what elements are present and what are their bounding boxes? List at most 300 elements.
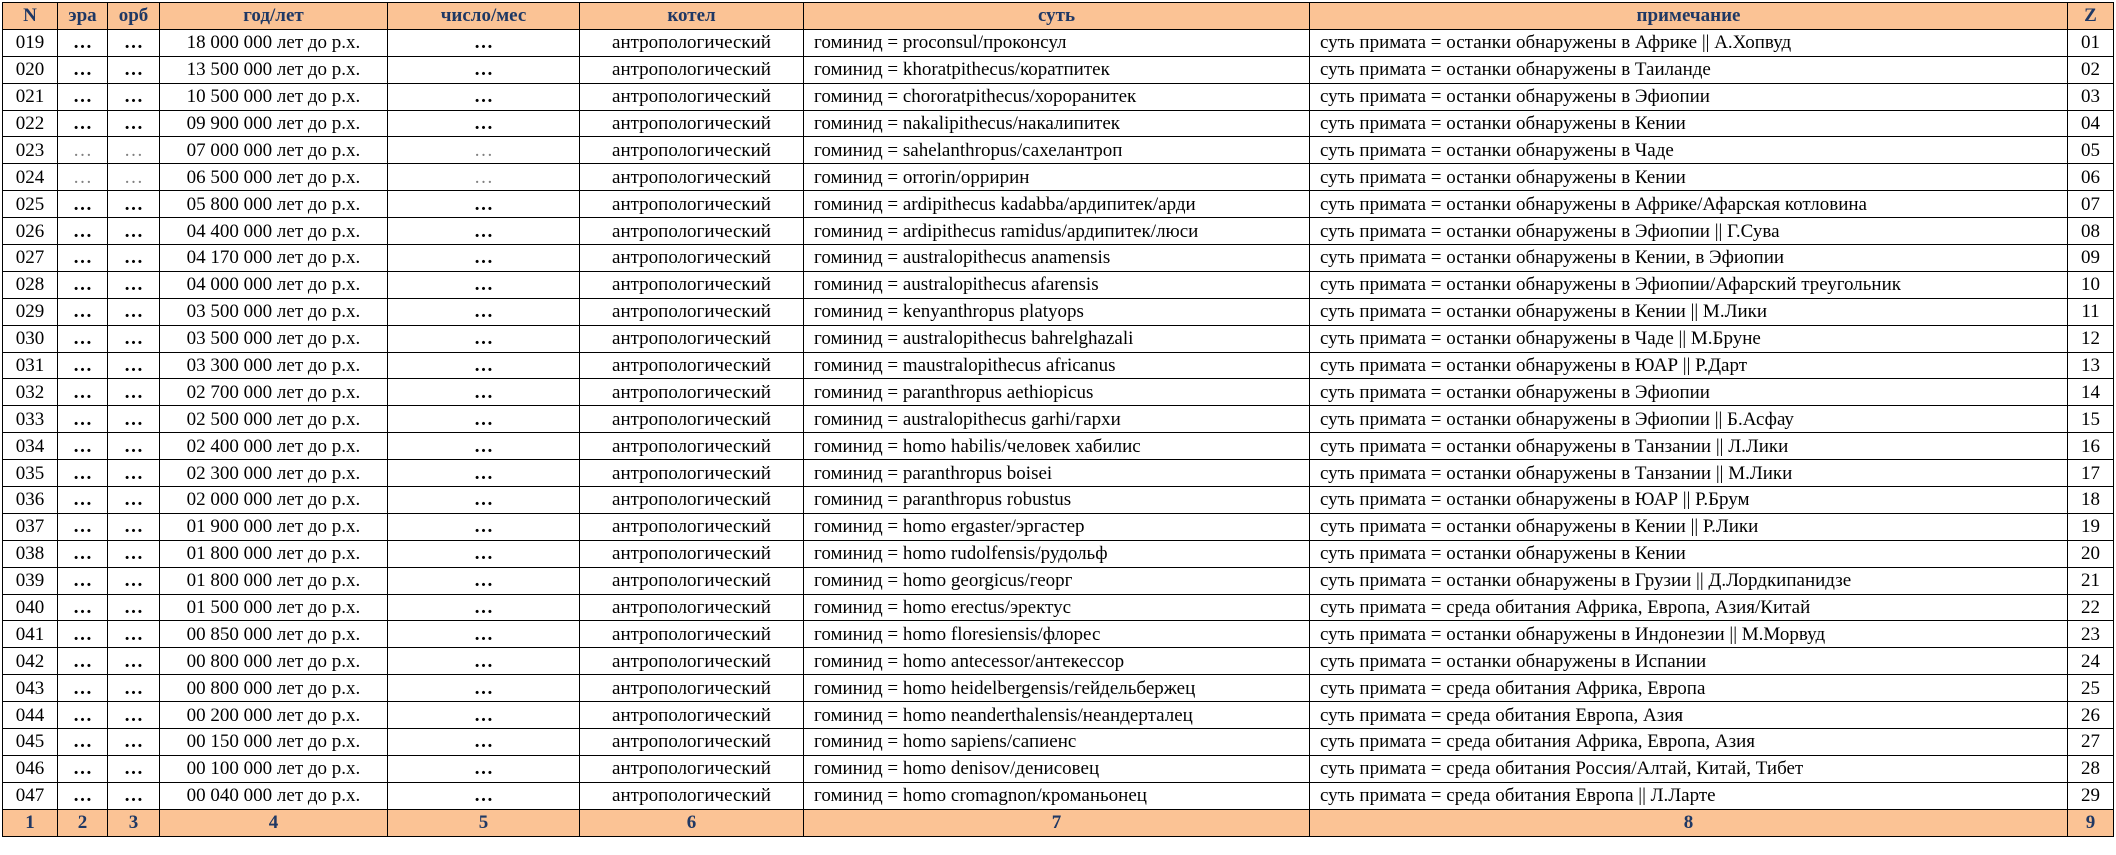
cell-sut: гоминид = homo rudolfensis/рудольф	[804, 540, 1310, 567]
cell-note: суть примата = останки обнаружены в Эфиопии || Г.Сува	[1310, 218, 2068, 245]
cell-note: суть примата = среда обитания Африка, Европа, Азия/Китай	[1310, 594, 2068, 621]
cell-orb: …	[108, 325, 160, 352]
cell-n: 025	[3, 191, 58, 218]
cell-year: 00 800 000 лет до р.х.	[160, 675, 388, 702]
cell-date: …	[388, 729, 580, 756]
cell-year: 03 300 000 лет до р.х.	[160, 352, 388, 379]
cell-orb: …	[108, 487, 160, 514]
cell-sut: гоминид = ardipithecus kadabba/ардипитек/арди	[804, 191, 1310, 218]
cell-note: суть примата = останки обнаружены в ЮАР || Р.Дарт	[1310, 352, 2068, 379]
table-row	[3, 218, 2114, 245]
cell-kotel: антропологический	[580, 433, 804, 460]
cell-z: 25	[2068, 675, 2114, 702]
cell-kotel: антропологический	[580, 137, 804, 164]
cell-orb: …	[108, 379, 160, 406]
cell-date: …	[388, 675, 580, 702]
cell-kotel: антропологический	[580, 782, 804, 809]
table-row	[3, 298, 2114, 325]
cell-sut: гоминид = australopithecus bahrelghazali	[804, 325, 1310, 352]
header-era: эра	[58, 3, 108, 30]
cell-z: 09	[2068, 245, 2114, 272]
cell-era: …	[58, 460, 108, 487]
cell-sut: гоминид = orrorin/орририн	[804, 164, 1310, 191]
cell-kotel: антропологический	[580, 298, 804, 325]
table-row	[3, 594, 2114, 621]
cell-sut: гоминид = khoratpithecus/коратпитек	[804, 56, 1310, 83]
cell-date: …	[388, 29, 580, 56]
cell-n: 027	[3, 245, 58, 272]
cell-date: …	[388, 218, 580, 245]
cell-sut: гоминид = paranthropus robustus	[804, 487, 1310, 514]
cell-sut: гоминид = homo erectus/эректус	[804, 594, 1310, 621]
cell-date: …	[388, 406, 580, 433]
cell-n: 019	[3, 29, 58, 56]
cell-n: 037	[3, 513, 58, 540]
cell-date: …	[388, 83, 580, 110]
cell-sut: гоминид = proconsul/проконсул	[804, 29, 1310, 56]
cell-year: 01 500 000 лет до р.х.	[160, 594, 388, 621]
cell-n: 036	[3, 487, 58, 514]
cell-kotel: антропологический	[580, 218, 804, 245]
cell-orb: …	[108, 191, 160, 218]
cell-kotel: антропологический	[580, 621, 804, 648]
cell-date: …	[388, 460, 580, 487]
header-orb: орб	[108, 3, 160, 30]
cell-sut: гоминид = australopithecus garhi/гархи	[804, 406, 1310, 433]
cell-sut: гоминид = paranthropus boisei	[804, 460, 1310, 487]
cell-sut: гоминид = sahelanthropus/сахелантроп	[804, 137, 1310, 164]
cell-note: суть примата = останки обнаружены в Кении || М.Лики	[1310, 298, 2068, 325]
cell-n: 044	[3, 702, 58, 729]
cell-z: 04	[2068, 110, 2114, 137]
cell-era: …	[58, 513, 108, 540]
cell-year: 06 500 000 лет до р.х.	[160, 164, 388, 191]
footer-row	[3, 809, 2114, 836]
cell-era: …	[58, 137, 108, 164]
cell-n: 046	[3, 755, 58, 782]
cell-orb: …	[108, 433, 160, 460]
cell-orb: …	[108, 648, 160, 675]
table-row	[3, 460, 2114, 487]
table-row	[3, 648, 2114, 675]
cell-date: …	[388, 379, 580, 406]
cell-note: суть примата = останки обнаружены в Танзании || Л.Лики	[1310, 433, 2068, 460]
cell-n: 021	[3, 83, 58, 110]
cell-sut: гоминид = australopithecus afarensis	[804, 271, 1310, 298]
cell-sut: гоминид = nakalipithecus/накалипитек	[804, 110, 1310, 137]
cell-orb: …	[108, 675, 160, 702]
cell-kotel: антропологический	[580, 56, 804, 83]
cell-sut: гоминид = homo denisov/денисовец	[804, 755, 1310, 782]
table-row	[3, 487, 2114, 514]
cell-era: …	[58, 352, 108, 379]
cell-orb: …	[108, 298, 160, 325]
cell-date: …	[388, 621, 580, 648]
cell-era: …	[58, 298, 108, 325]
cell-era: …	[58, 406, 108, 433]
cell-orb: …	[108, 137, 160, 164]
cell-era: …	[58, 567, 108, 594]
cell-orb: …	[108, 271, 160, 298]
cell-sut: гоминид = homo habilis/человек хабилис	[804, 433, 1310, 460]
cell-orb: …	[108, 245, 160, 272]
table-row	[3, 110, 2114, 137]
cell-date: …	[388, 567, 580, 594]
cell-note: суть примата = останки обнаружены в Эфиопии/Афарский треугольник	[1310, 271, 2068, 298]
cell-year: 02 700 000 лет до р.х.	[160, 379, 388, 406]
cell-year: 03 500 000 лет до р.х.	[160, 325, 388, 352]
cell-sut: гоминид = homo heidelbergensis/гейдельбержец	[804, 675, 1310, 702]
header-date: число/мес	[388, 3, 580, 30]
cell-orb: …	[108, 164, 160, 191]
cell-note: суть примата = останки обнаружены в Кении, в Эфиопии	[1310, 245, 2068, 272]
table-row	[3, 540, 2114, 567]
header-sut: суть	[804, 3, 1310, 30]
cell-note: суть примата = среда обитания Европа, Азия	[1310, 702, 2068, 729]
cell-kotel: антропологический	[580, 245, 804, 272]
footer-1: 1	[3, 809, 58, 836]
cell-z: 16	[2068, 433, 2114, 460]
cell-orb: …	[108, 513, 160, 540]
table-row	[3, 271, 2114, 298]
cell-z: 02	[2068, 56, 2114, 83]
table-row	[3, 702, 2114, 729]
cell-era: …	[58, 271, 108, 298]
cell-sut: гоминид = kenyanthropus platyops	[804, 298, 1310, 325]
cell-year: 05 800 000 лет до р.х.	[160, 191, 388, 218]
cell-kotel: антропологический	[580, 460, 804, 487]
cell-kotel: антропологический	[580, 594, 804, 621]
table-row	[3, 379, 2114, 406]
cell-era: …	[58, 702, 108, 729]
cell-note: суть примата = среда обитания Россия/Алтай, Китай, Тибет	[1310, 755, 2068, 782]
cell-kotel: антропологический	[580, 271, 804, 298]
cell-note: суть примата = останки обнаружены в Кении	[1310, 164, 2068, 191]
cell-orb: …	[108, 782, 160, 809]
cell-sut: гоминид = homo cromagnon/кроманьонец	[804, 782, 1310, 809]
cell-sut: гоминид = homo neanderthalensis/неандерталец	[804, 702, 1310, 729]
cell-year: 00 800 000 лет до р.х.	[160, 648, 388, 675]
cell-z: 14	[2068, 379, 2114, 406]
footer-4: 4	[160, 809, 388, 836]
cell-z: 11	[2068, 298, 2114, 325]
cell-orb: …	[108, 621, 160, 648]
cell-z: 29	[2068, 782, 2114, 809]
cell-n: 038	[3, 540, 58, 567]
cell-kotel: антропологический	[580, 164, 804, 191]
table-row	[3, 29, 2114, 56]
cell-z: 12	[2068, 325, 2114, 352]
cell-n: 024	[3, 164, 58, 191]
cell-note: суть примата = останки обнаружены в Испании	[1310, 648, 2068, 675]
cell-year: 00 040 000 лет до р.х.	[160, 782, 388, 809]
cell-kotel: антропологический	[580, 110, 804, 137]
cell-n: 034	[3, 433, 58, 460]
footer-9: 9	[2068, 809, 2114, 836]
cell-orb: …	[108, 56, 160, 83]
cell-z: 21	[2068, 567, 2114, 594]
cell-n: 033	[3, 406, 58, 433]
cell-date: …	[388, 755, 580, 782]
cell-note: суть примата = останки обнаружены в Кении || Р.Лики	[1310, 513, 2068, 540]
cell-n: 039	[3, 567, 58, 594]
header-n: N	[3, 3, 58, 30]
cell-era: …	[58, 782, 108, 809]
table-row	[3, 621, 2114, 648]
cell-orb: …	[108, 406, 160, 433]
cell-date: …	[388, 137, 580, 164]
cell-date: …	[388, 56, 580, 83]
table-body	[3, 29, 2114, 809]
cell-date: …	[388, 513, 580, 540]
table-row	[3, 782, 2114, 809]
cell-date: …	[388, 487, 580, 514]
cell-sut: гоминид = maustralopithecus africanus	[804, 352, 1310, 379]
cell-sut: гоминид = homo antecessor/антекессор	[804, 648, 1310, 675]
cell-n: 028	[3, 271, 58, 298]
cell-n: 047	[3, 782, 58, 809]
header-row	[3, 3, 2114, 30]
cell-kotel: антропологический	[580, 352, 804, 379]
table-row	[3, 406, 2114, 433]
cell-year: 03 500 000 лет до р.х.	[160, 298, 388, 325]
cell-kotel: антропологический	[580, 379, 804, 406]
cell-orb: …	[108, 567, 160, 594]
cell-sut: гоминид = paranthropus aethiopicus	[804, 379, 1310, 406]
cell-era: …	[58, 218, 108, 245]
cell-era: …	[58, 245, 108, 272]
cell-z: 06	[2068, 164, 2114, 191]
cell-n: 023	[3, 137, 58, 164]
footer-2: 2	[58, 809, 108, 836]
cell-z: 26	[2068, 702, 2114, 729]
cell-era: …	[58, 755, 108, 782]
cell-orb: …	[108, 460, 160, 487]
cell-year: 04 170 000 лет до р.х.	[160, 245, 388, 272]
cell-kotel: антропологический	[580, 29, 804, 56]
cell-sut: гоминид = homo sapiens/сапиенс	[804, 729, 1310, 756]
header-year: год/лет	[160, 3, 388, 30]
cell-note: суть примата = останки обнаружены в Чаде || М.Бруне	[1310, 325, 2068, 352]
cell-sut: гоминид = chororatpithecus/хороранитек	[804, 83, 1310, 110]
cell-note: суть примата = останки обнаружены в Африке || А.Хопвуд	[1310, 29, 2068, 56]
header-kotel: котел	[580, 3, 804, 30]
cell-z: 15	[2068, 406, 2114, 433]
footer-3: 3	[108, 809, 160, 836]
cell-note: суть примата = останки обнаружены в Индонезии || М.Морвуд	[1310, 621, 2068, 648]
cell-kotel: антропологический	[580, 755, 804, 782]
cell-orb: …	[108, 218, 160, 245]
cell-year: 13 500 000 лет до р.х.	[160, 56, 388, 83]
cell-sut: гоминид = homo ergaster/эргастер	[804, 513, 1310, 540]
cell-date: …	[388, 110, 580, 137]
cell-era: …	[58, 621, 108, 648]
cell-kotel: антропологический	[580, 729, 804, 756]
cell-year: 04 000 000 лет до р.х.	[160, 271, 388, 298]
cell-z: 01	[2068, 29, 2114, 56]
cell-year: 02 500 000 лет до р.х.	[160, 406, 388, 433]
cell-kotel: антропологический	[580, 191, 804, 218]
cell-date: …	[388, 594, 580, 621]
table-row	[3, 325, 2114, 352]
table-row	[3, 513, 2114, 540]
cell-z: 22	[2068, 594, 2114, 621]
cell-date: …	[388, 298, 580, 325]
cell-orb: …	[108, 755, 160, 782]
cell-date: …	[388, 352, 580, 379]
cell-date: …	[388, 164, 580, 191]
cell-z: 07	[2068, 191, 2114, 218]
cell-z: 03	[2068, 83, 2114, 110]
cell-year: 04 400 000 лет до р.х.	[160, 218, 388, 245]
cell-year: 10 500 000 лет до р.х.	[160, 83, 388, 110]
header-z: Z	[2068, 3, 2114, 30]
cell-year: 18 000 000 лет до р.х.	[160, 29, 388, 56]
cell-year: 09 900 000 лет до р.х.	[160, 110, 388, 137]
cell-note: суть примата = среда обитания Африка, Европа, Азия	[1310, 729, 2068, 756]
cell-era: …	[58, 540, 108, 567]
table-row	[3, 729, 2114, 756]
cell-date: …	[388, 540, 580, 567]
table-row	[3, 164, 2114, 191]
cell-date: …	[388, 782, 580, 809]
cell-date: …	[388, 702, 580, 729]
cell-sut: гоминид = homo georgicus/георг	[804, 567, 1310, 594]
cell-n: 032	[3, 379, 58, 406]
cell-kotel: антропологический	[580, 702, 804, 729]
table-row	[3, 567, 2114, 594]
cell-year: 01 800 000 лет до р.х.	[160, 567, 388, 594]
cell-era: …	[58, 29, 108, 56]
cell-sut: гоминид = homo floresiensis/флорес	[804, 621, 1310, 648]
cell-n: 042	[3, 648, 58, 675]
cell-z: 24	[2068, 648, 2114, 675]
cell-year: 00 200 000 лет до р.х.	[160, 702, 388, 729]
cell-z: 18	[2068, 487, 2114, 514]
cell-z: 13	[2068, 352, 2114, 379]
cell-era: …	[58, 191, 108, 218]
cell-year: 02 000 000 лет до р.х.	[160, 487, 388, 514]
cell-year: 02 300 000 лет до р.х.	[160, 460, 388, 487]
cell-year: 00 850 000 лет до р.х.	[160, 621, 388, 648]
cell-orb: …	[108, 110, 160, 137]
cell-note: суть примата = среда обитания Африка, Европа	[1310, 675, 2068, 702]
table-row	[3, 755, 2114, 782]
cell-kotel: антропологический	[580, 540, 804, 567]
cell-z: 08	[2068, 218, 2114, 245]
cell-date: …	[388, 271, 580, 298]
table-row	[3, 675, 2114, 702]
cell-era: …	[58, 56, 108, 83]
table-row	[3, 137, 2114, 164]
cell-era: …	[58, 83, 108, 110]
cell-date: …	[388, 191, 580, 218]
table-row	[3, 433, 2114, 460]
cell-year: 00 150 000 лет до р.х.	[160, 729, 388, 756]
cell-n: 026	[3, 218, 58, 245]
cell-kotel: антропологический	[580, 487, 804, 514]
cell-era: …	[58, 379, 108, 406]
cell-z: 20	[2068, 540, 2114, 567]
cell-kotel: антропологический	[580, 648, 804, 675]
cell-note: суть примата = останки обнаружены в Африке/Афарская котловина	[1310, 191, 2068, 218]
cell-era: …	[58, 110, 108, 137]
cell-note: суть примата = останки обнаружены в Танзании || М.Лики	[1310, 460, 2068, 487]
cell-z: 17	[2068, 460, 2114, 487]
footer-5: 5	[388, 809, 580, 836]
cell-date: …	[388, 325, 580, 352]
cell-note: суть примата = останки обнаружены в ЮАР || Р.Брум	[1310, 487, 2068, 514]
cell-kotel: антропологический	[580, 406, 804, 433]
cell-era: …	[58, 164, 108, 191]
cell-date: …	[388, 245, 580, 272]
cell-year: 00 100 000 лет до р.х.	[160, 755, 388, 782]
cell-era: …	[58, 487, 108, 514]
footer-8: 8	[1310, 809, 2068, 836]
cell-orb: …	[108, 352, 160, 379]
cell-era: …	[58, 729, 108, 756]
cell-note: суть примата = среда обитания Европа || Л.Ларте	[1310, 782, 2068, 809]
cell-kotel: антропологический	[580, 83, 804, 110]
cell-era: …	[58, 675, 108, 702]
table-row	[3, 245, 2114, 272]
cell-note: суть примата = останки обнаружены в Эфиопии	[1310, 379, 2068, 406]
cell-z: 10	[2068, 271, 2114, 298]
cell-n: 030	[3, 325, 58, 352]
cell-era: …	[58, 325, 108, 352]
table-row	[3, 191, 2114, 218]
cell-n: 040	[3, 594, 58, 621]
cell-kotel: антропологический	[580, 513, 804, 540]
cell-n: 020	[3, 56, 58, 83]
cell-orb: …	[108, 540, 160, 567]
cell-z: 27	[2068, 729, 2114, 756]
cell-n: 041	[3, 621, 58, 648]
table-row	[3, 352, 2114, 379]
header-note: примечание	[1310, 3, 2068, 30]
cell-n: 031	[3, 352, 58, 379]
cell-orb: …	[108, 594, 160, 621]
cell-n: 043	[3, 675, 58, 702]
cell-era: …	[58, 648, 108, 675]
cell-z: 19	[2068, 513, 2114, 540]
cell-year: 01 900 000 лет до р.х.	[160, 513, 388, 540]
cell-note: суть примата = останки обнаружены в Эфиопии	[1310, 83, 2068, 110]
table-row	[3, 56, 2114, 83]
cell-n: 022	[3, 110, 58, 137]
cell-n: 045	[3, 729, 58, 756]
cell-note: суть примата = останки обнаружены в Грузии || Д.Лордкипанидзе	[1310, 567, 2068, 594]
cell-note: суть примата = останки обнаружены в Таиланде	[1310, 56, 2068, 83]
cell-year: 02 400 000 лет до р.х.	[160, 433, 388, 460]
cell-date: …	[388, 648, 580, 675]
cell-note: суть примата = останки обнаружены в Чаде	[1310, 137, 2068, 164]
cell-era: …	[58, 594, 108, 621]
cell-orb: …	[108, 83, 160, 110]
cell-orb: …	[108, 29, 160, 56]
cell-n: 035	[3, 460, 58, 487]
cell-kotel: антропологический	[580, 675, 804, 702]
cell-z: 28	[2068, 755, 2114, 782]
cell-kotel: антропологический	[580, 567, 804, 594]
footer-7: 7	[804, 809, 1310, 836]
cell-kotel: антропологический	[580, 325, 804, 352]
cell-z: 05	[2068, 137, 2114, 164]
cell-orb: …	[108, 702, 160, 729]
cell-year: 07 000 000 лет до р.х.	[160, 137, 388, 164]
cell-sut: гоминид = australopithecus anamensis	[804, 245, 1310, 272]
cell-note: суть примата = останки обнаружены в Эфиопии || Б.Асфау	[1310, 406, 2068, 433]
